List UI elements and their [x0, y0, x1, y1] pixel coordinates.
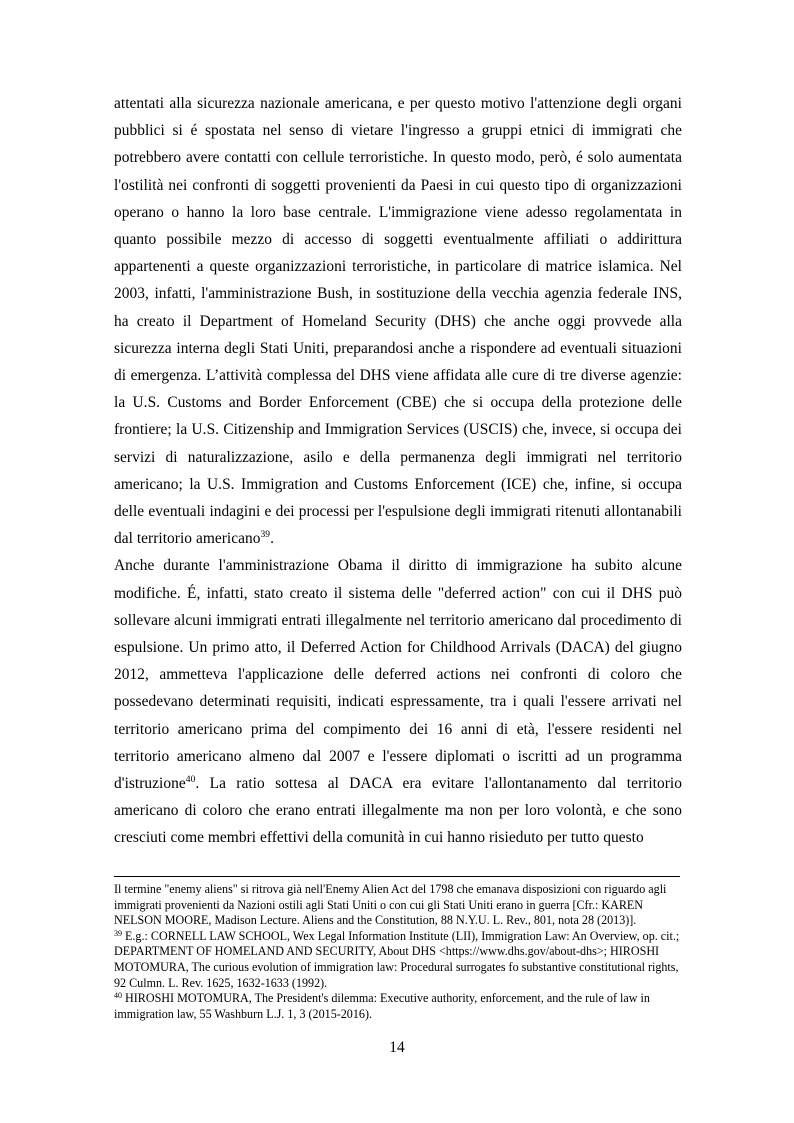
footnote-39 [114, 929, 682, 991]
footnote-continuation: Il termine "enemy aliens" si ritrova già nell'Enemy Alien Act del 1798 che emanava disposizioni con riguardo agli immigrati provenienti da Nazioni ostili agli Stati Uniti o con cui gli Stati Uniti erano in guerra [Cfr.: KAREN NELSON MOORE, Madison Lecture. Aliens and the Constitution, 88 N.Y.U. L. Rev., 801, nota 28 (2013)]. [114, 882, 667, 928]
footnote-39-text: E.g.: CORNELL LAW SCHOOL, Wex Legal Information Institute (LII), Immigration Law: An Overview, op. cit.; DEPARTMENT OF HOMELAND AND SECURITY, About DHS <https://www.dhs.gov/about-dhs>; HIROSHI MOTOMURA, The curious evolution of immigration law: Procedural surrogates fo substantive constitutional rights, 92 Culmn. L. Rev. 1625, 1632-1633 (1992). [114, 928, 680, 990]
footnote-separator [114, 876, 680, 877]
footnotes [114, 882, 682, 1022]
paragraph-2 [114, 552, 682, 851]
page-number: 14 [389, 1039, 405, 1056]
footnote-40 [114, 991, 682, 1022]
footnote-ref-40: 40 [185, 775, 196, 786]
paragraph-2-text-a: Anche durante l'amministrazione Obama il diritto di immigrazione ha subito alcune modifiche. É, infatti, stato creato il sistema delle "deferred action" con cui il DHS può sollevare alcuni immigrati entrati illegalmente nel territorio americano dal procedimento di espulsione. Un primo atto, il Deferred Action for Childhood Arrivals (DACA) del giugno 2012, ammetteva l'applicazione delle deferred actions nei confronti di coloro che possedevano determinati requisiti, indicati espressamente, tra i quali l'essere arrivati nel territorio americano prima del compimento dei 16 anni di età, l'essere residenti nel territorio americano almeno dal 2007 e l'essere diplomati o iscritti ad un programma d'istruzione [114, 557, 682, 793]
footnote-ref-39: 39 [260, 530, 271, 541]
footnote-40-number: 40 [114, 991, 122, 1001]
footnote-40-text: HIROSHI MOTOMURA, The President's dilemma: Executive authority, enforcement, and the rule of law in immigration law, 55 Washburn L.J. 1, 3 (2015-2016). [114, 991, 650, 1021]
footnote-39-number: 39 [114, 928, 122, 938]
paragraph-1-end: . [270, 530, 275, 548]
paragraph-1 [114, 90, 682, 552]
body-text [114, 90, 682, 852]
paragraph-1-text: attentati alla sicurezza nazionale americana, e per questo motivo l'attenzione degli organi pubblici si é spostata nel senso di vietare l'ingresso a gruppi etnici di immigrati che potrebbero avere contatti con cellule terroristiche. In questo modo, però, é solo aumentata l'ostilità nei confronti di soggetti provenienti da Paesi in cui questo tipo di organizzazioni operano o hanno la loro base centrale. L'immigrazione viene adesso regolamentata in quanto possibile mezzo di accesso di soggetti eventualmente affiliati o addirittura appartenenti a queste organizzazioni terroristiche, in particolare di matrice islamica. Nel 2003, infatti, l'amministrazione Bush, in sostituzione della vecchia agenzia federale INS, ha creato il Department of Homeland Security (DHS) che anche oggi provvede alla sicurezza interna degli Stati Uniti, preparandosi anche a rispondere ad eventuali situazioni di emergenza. L’attività complessa del DHS viene affidata alle cure di tre diverse agenzie: la U.S. Customs and Border Enforcement (CBE) che si occupa della protezione delle frontiere; la U.S. Citizenship and Immigration Services (USCIS) che, invece, si occupa dei servizi di naturalizzazione, asilo e della permanenza degli immigrati nel territorio americano; la U.S. Immigration and Customs Enforcement (ICE) che, infine, si occupa delle eventuali indagini e dei processi per l'espulsione degli immigrati ritenuti allontanabili dal territorio americano [114, 95, 682, 548]
paragraph-2-text-b: . La ratio sottesa al DACA era evitare l'allontanamento dal territorio americano di coloro che erano entrati illegalmente ma non per loro volontà, e che sono cresciuti come membri effettivi della comunità in cui hanno risieduto per tutto questo [114, 775, 682, 847]
